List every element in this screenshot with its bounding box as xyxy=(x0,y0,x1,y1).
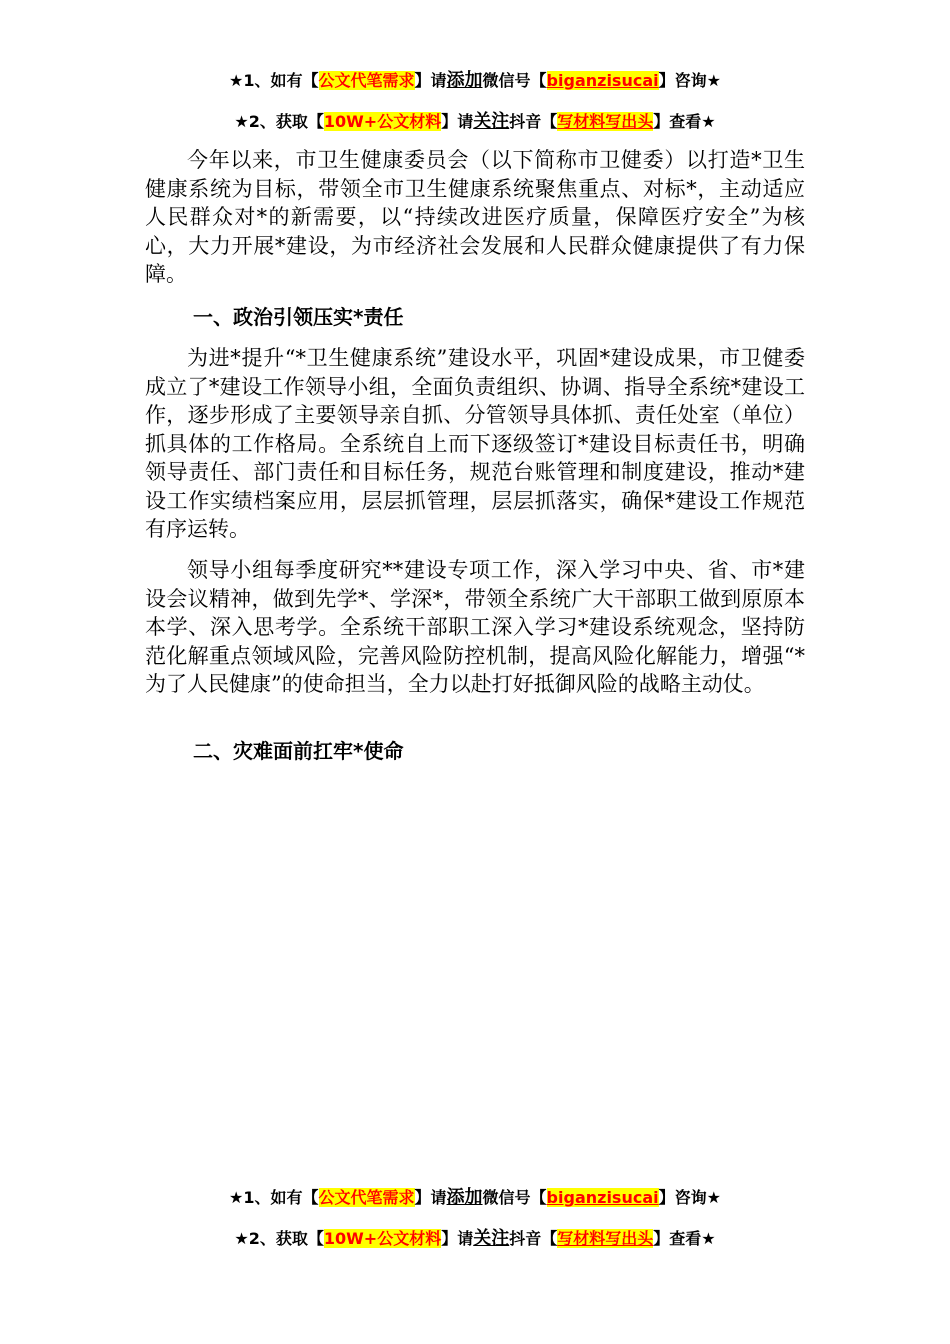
promo-text: ★1、如有【 xyxy=(229,71,319,90)
footer-promo-line-2 xyxy=(0,1228,950,1250)
footer-promo-line-1 xyxy=(0,1187,950,1209)
promo-emphasis: 添加 xyxy=(446,1187,483,1208)
promo-text: 抖音【 xyxy=(509,1229,558,1248)
promo-douyin-id: 写材料写出头 xyxy=(557,1229,654,1248)
promo-emphasis: 添加 xyxy=(446,70,483,91)
header-promo-line-2 xyxy=(0,111,950,133)
section-heading-2: 二、灾难面前扛牢*使命 xyxy=(193,739,404,763)
promo-emphasis: 关注 xyxy=(473,111,510,132)
promo-douyin-id: 写材料写出头 xyxy=(557,112,654,131)
promo-text: 】咨询★ xyxy=(658,1188,721,1207)
promo-text: 】请 xyxy=(441,112,474,131)
promo-text: 】请 xyxy=(441,1229,474,1248)
promo-text: 抖音【 xyxy=(509,112,558,131)
promo-text: 微信号【 xyxy=(482,1188,547,1207)
section-heading-1: 一、政治引领压实*责任 xyxy=(193,305,404,329)
promo-text: 微信号【 xyxy=(482,71,547,90)
intro-paragraph: 今年以来，市卫生健康委员会（以下简称市卫健委）以打造*卫生健康系统为目标，带领全市卫生健康系统聚焦重点、对标*，主动适应人民群众对*的新需要，以“持续改进医疗质量，保障医疗安全”为核心，大力开展*建设，为市经济社会发展和人民群众健康提供了有力保障。 xyxy=(145,148,805,286)
promo-highlight: 10W+公文材料 xyxy=(323,1229,442,1248)
promo-wechat-id: biganzisucai xyxy=(546,71,659,90)
promo-text: ★2、获取【 xyxy=(234,1229,324,1248)
promo-text: 】咨询★ xyxy=(658,71,721,90)
section-1-paragraph-2: 领导小组每季度研究**建设专项工作，深入学习中央、省、市*建设会议精神，做到先学*、学深*，带领全系统广大干部职工做到原原本本学、深入思考学。全系统干部职工深入学习*建设系统观念，坚持防范化解重点领域风险，完善风险防控机制，提高风险化解能力，增强“*为了人民健康”的使命担当，全力以赴打好抵御风险的战略主动仗。 xyxy=(145,558,805,696)
promo-highlight: 10W+公文材料 xyxy=(323,112,442,131)
promo-emphasis: 关注 xyxy=(473,1228,510,1249)
promo-text: ★1、如有【 xyxy=(229,1188,319,1207)
promo-highlight: 公文代笔需求 xyxy=(318,71,415,90)
header-promo-line-1 xyxy=(0,70,950,92)
section-1-paragraph-1: 为进*提升“*卫生健康系统”建设水平，巩固*建设成果，市卫健委成立了*建设工作领导小组，全面负责组织、协调、指导全系统*建设工作，逐步形成了主要领导亲自抓、分管领导具体抓、责任处室（单位）抓具体的工作格局。全系统自上而下逐级签订*建设目标责任书，明确领导责任、部门责任和目标任务，规范台账管理和制度建设，推动*建设工作实绩档案应用，层层抓管理，层层抓落实，确保*建设工作规范有序运转。 xyxy=(145,346,805,541)
promo-text: 】请 xyxy=(414,71,447,90)
promo-text: ★2、获取【 xyxy=(234,112,324,131)
promo-highlight: 公文代笔需求 xyxy=(318,1188,415,1207)
promo-wechat-id: biganzisucai xyxy=(546,1188,659,1207)
promo-text: 】请 xyxy=(414,1188,447,1207)
promo-text: 】查看★ xyxy=(653,1229,716,1248)
promo-text: 】查看★ xyxy=(653,112,716,131)
